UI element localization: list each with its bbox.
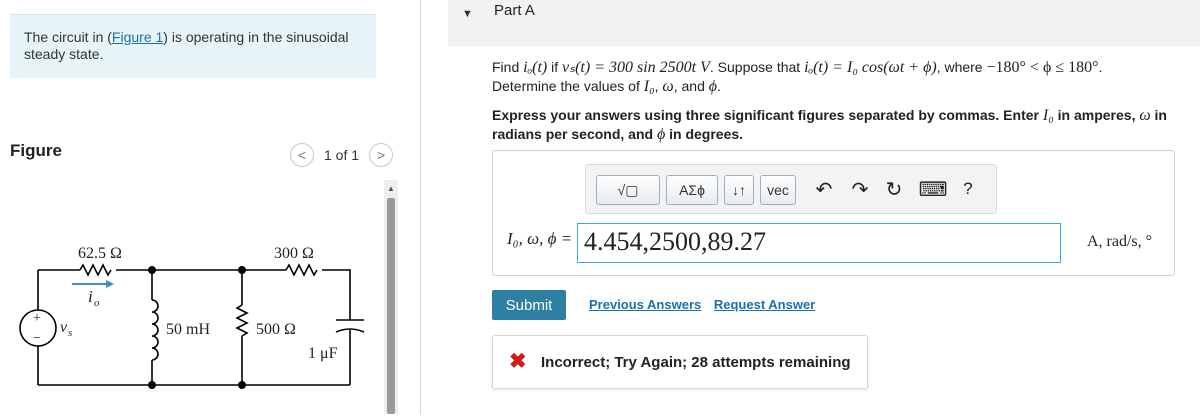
q-phi: ϕ: [708, 78, 718, 95]
question-text: Find iₒ(t) if vₛ(t) = 300 sin 2500t V. Suppose that iₒ(t) = I₀ cos(ωt + ϕ), where −180° < ϕ ≤ 180°. Determine the values of I₀, ω, and ϕ.: [492, 59, 1103, 95]
node-b: [238, 266, 246, 274]
vec-button[interactable]: vec: [760, 175, 796, 205]
figure-page-indicator: 1 of 1: [324, 147, 360, 163]
q-range: −180° < ϕ ≤ 180°: [986, 59, 1099, 76]
redo-icon[interactable]: ↷: [851, 178, 869, 201]
node-a: [148, 266, 156, 274]
instr-d: in degrees.: [669, 126, 744, 142]
instr-i0: I₀: [1042, 107, 1054, 124]
r1-label: 62.5 Ω: [78, 245, 122, 262]
collapse-triangle-icon[interactable]: ▼: [462, 8, 473, 20]
node-d: [238, 381, 246, 389]
arrows-button[interactable]: ↓↑: [724, 175, 754, 205]
undo-icon[interactable]: ↶: [815, 178, 833, 201]
q-end: .: [1098, 59, 1103, 75]
source-label: v: [60, 319, 68, 336]
resistor-300: [286, 265, 317, 275]
greek-button[interactable]: ΑΣϕ: [666, 175, 718, 205]
part-title: Part A: [494, 2, 535, 19]
resistor-62-5: [80, 265, 111, 275]
r3-label: 500 Ω: [256, 321, 296, 338]
answer-box: [492, 150, 1175, 276]
intro-text-prefix: The circuit in (: [24, 29, 112, 45]
capacitor-label: 1 μF: [308, 345, 338, 362]
resistor-500: [237, 305, 247, 336]
q-vs: vₛ(t) = 300 sin 2500t V: [562, 59, 710, 76]
node-c: [148, 381, 156, 389]
r2-label: 300 Ω: [274, 245, 314, 262]
answer-input[interactable]: [577, 223, 1061, 263]
request-answer-link[interactable]: Request Answer: [713, 297, 816, 312]
q-suppose: . Suppose that: [709, 59, 801, 75]
math-toolbar: [585, 164, 997, 214]
figure-pager: [290, 143, 393, 167]
current-label: i: [88, 287, 93, 306]
help-button[interactable]: ?: [963, 179, 973, 198]
instr-omega: ω: [1139, 107, 1151, 124]
circuit-diagram: [10, 180, 384, 414]
inductor-50mh: [152, 300, 158, 360]
q-i0: I₀: [643, 78, 655, 95]
answer-label: I₀, ω, ϕ =: [507, 229, 573, 248]
instr-phi: ϕ: [656, 126, 666, 143]
figure-scroll-thumb[interactable]: [387, 198, 395, 414]
templates-button[interactable]: √▢: [596, 175, 660, 205]
answer-units: A, rad/s, °: [1087, 233, 1153, 250]
part-header[interactable]: [448, 0, 1200, 46]
q-and: , and: [673, 78, 705, 94]
q-where: , where: [936, 59, 983, 75]
q-if: if: [551, 59, 559, 75]
q-omega: ω: [662, 78, 674, 95]
problem-intro: [10, 14, 376, 78]
prev-figure-button[interactable]: <: [290, 143, 314, 167]
wire-top-right: [322, 270, 350, 320]
instr-a: Express your answers using three significant figures separated by commas. Enter: [492, 107, 1039, 123]
circuit-figure: [10, 180, 400, 414]
current-sub: o: [94, 297, 100, 309]
answer-instructions: [492, 106, 1192, 144]
q-io-eq: iₒ(t) = I₀ cos(ωt + ϕ): [804, 59, 937, 76]
keyboard-icon[interactable]: ⌨: [918, 178, 948, 201]
source-plus: +: [33, 311, 41, 326]
next-figure-button[interactable]: >: [369, 143, 393, 167]
q-line2: Determine the values of: [492, 78, 640, 94]
figure-panel: [0, 0, 421, 414]
reset-icon[interactable]: ↻: [885, 178, 903, 201]
figure-link[interactable]: Figure 1: [111, 29, 164, 45]
source-minus: −: [33, 331, 41, 346]
previous-answers-link[interactable]: Previous Answers: [589, 297, 702, 312]
question-panel: [448, 0, 1200, 414]
answer-value: 4.454,2500,89.27: [584, 227, 766, 256]
answer-links: [589, 297, 824, 312]
instr-c: in radians per second, and: [492, 107, 1167, 142]
feedback-box: [492, 335, 868, 389]
submit-button[interactable]: Submit: [492, 290, 566, 320]
figure-title: Figure: [10, 141, 62, 160]
current-arrow-head: [106, 280, 114, 288]
incorrect-icon: ✖: [509, 350, 527, 373]
instr-b: in amperes,: [1057, 107, 1136, 123]
intro-text-suffix: ) is operating in the sinusoidal steady state.: [24, 29, 349, 62]
feedback-text: Incorrect; Try Again; 28 attempts remaining: [541, 354, 851, 371]
source-sub: s: [68, 327, 73, 339]
q-find: Find: [492, 59, 520, 75]
scroll-up-icon[interactable]: ▲: [387, 184, 395, 193]
q-io: iₒ(t): [523, 59, 548, 76]
inductor-label: 50 mH: [166, 321, 210, 338]
